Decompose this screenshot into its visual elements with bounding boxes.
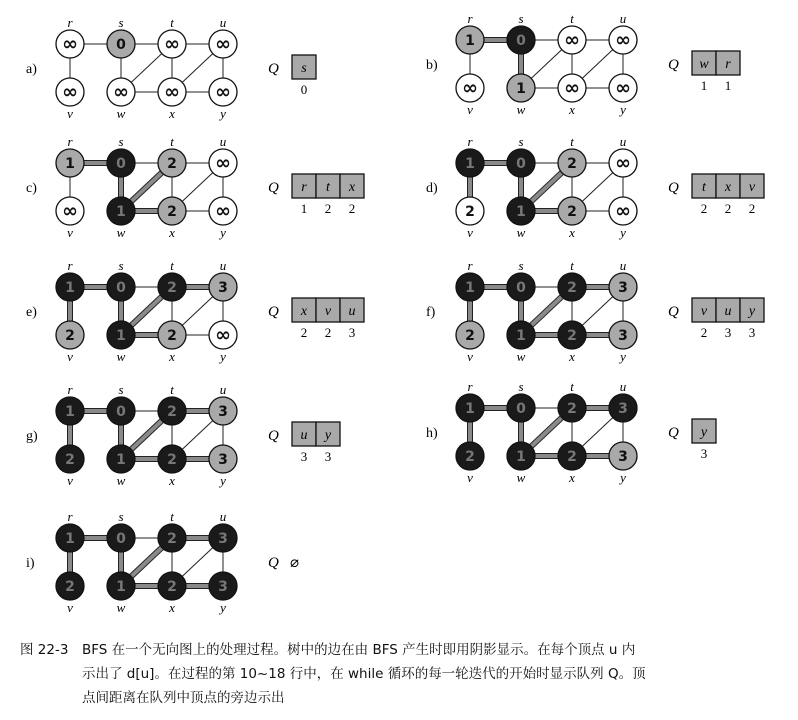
queue-cell-0-distance: 2	[700, 201, 708, 216]
vertex-v-distance: 2	[465, 204, 475, 220]
vertex-u-label: u	[219, 382, 227, 397]
queue-label: Q	[268, 180, 279, 196]
vertex-w-distance: 1	[516, 328, 526, 344]
queue-cell-1-distance: 3	[724, 325, 732, 340]
vertex-u-distance: 3	[218, 404, 228, 420]
queue-cell-2-distance: 2	[748, 201, 756, 216]
vertex-v-label: v	[467, 225, 473, 240]
vertex-r-distance: ∞	[62, 33, 78, 55]
vertex-s-distance: 0	[116, 156, 126, 172]
vertex-t-label: t	[570, 134, 574, 149]
vertex-s-distance: 0	[516, 156, 526, 172]
vertex-s-distance: 0	[516, 33, 526, 49]
vertex-v-label: v	[67, 349, 73, 364]
vertex-w-distance: 1	[516, 81, 526, 97]
vertex-v-label: v	[67, 225, 73, 240]
bfs-panel-c	[26, 134, 364, 240]
queue-cell-2-vertex: y	[748, 304, 756, 319]
vertex-r-label: r	[67, 258, 73, 273]
vertex-v-distance: 2	[65, 579, 75, 595]
queue-cell-0-distance: 1	[700, 78, 708, 93]
vertex-r-label: r	[67, 382, 73, 397]
vertex-w-label: w	[116, 349, 126, 364]
vertex-r-label: r	[467, 11, 473, 26]
vertex-w-label: w	[116, 600, 126, 615]
queue-cell-0-distance: 2	[300, 325, 308, 340]
queue-label: Q	[668, 304, 679, 320]
caption-line-2: 示出了 d[u]。在过程的第 10~18 行中，在 while 循环的每一轮迭代的开始时显示队列 Q。顶	[82, 666, 646, 682]
vertex-u-distance: ∞	[215, 152, 231, 174]
vertex-r-distance: 1	[65, 156, 75, 172]
queue-label: Q	[268, 61, 279, 77]
vertex-s-label: s	[118, 258, 124, 273]
vertex-t-distance: 2	[167, 280, 177, 296]
bfs-panel-e	[26, 258, 364, 364]
vertex-x-label: x	[169, 225, 175, 240]
vertex-u-label: u	[219, 509, 227, 524]
queue-cell-1-distance: 3	[324, 449, 332, 464]
vertex-s-distance: 0	[516, 401, 526, 417]
vertex-u-label: u	[619, 379, 627, 394]
bfs-panel-b	[426, 11, 740, 117]
queue-cell-0-vertex: s	[301, 61, 307, 76]
vertex-y-distance: 3	[618, 328, 628, 344]
vertex-x-distance: 2	[567, 328, 577, 344]
panel-label: b)	[426, 58, 438, 73]
queue-label: Q	[268, 555, 279, 571]
queue-label: Q	[268, 428, 279, 444]
queue-cell-1-vertex: y	[324, 428, 332, 443]
vertex-r-label: r	[67, 509, 73, 524]
vertex-u-label: u	[619, 11, 627, 26]
vertex-s-distance: 0	[516, 280, 526, 296]
vertex-w-label: w	[516, 102, 526, 117]
vertex-r-distance: 1	[465, 33, 475, 49]
queue-cell-1-vertex: x	[724, 180, 732, 195]
caption-line-3: 点间距离在队列中顶点的旁边示出	[82, 690, 285, 706]
queue-cell-0-vertex: u	[300, 428, 308, 443]
vertex-x-label: x	[569, 349, 575, 364]
panel-label: e)	[26, 305, 37, 320]
vertex-y-distance: 3	[218, 579, 228, 595]
vertex-r-distance: 1	[465, 280, 475, 296]
vertex-x-distance: 2	[567, 204, 577, 220]
vertex-y-label: y	[220, 600, 226, 615]
queue-label: Q	[668, 425, 679, 441]
queue-cell-2-vertex: u	[348, 304, 356, 319]
panel-label: i)	[26, 556, 35, 571]
queue-cell-0-distance: 2	[700, 325, 708, 340]
vertex-u-label: u	[219, 15, 227, 30]
vertex-r-distance: 1	[65, 280, 75, 296]
vertex-t-distance: 2	[567, 280, 577, 296]
queue-cell-2-distance: 3	[748, 325, 756, 340]
queue-cell-1-vertex: u	[724, 304, 732, 319]
vertex-y-distance: ∞	[215, 200, 231, 222]
vertex-r-label: r	[467, 258, 473, 273]
queue-cell-0-distance: 1	[300, 201, 308, 216]
vertex-v-label: v	[467, 349, 473, 364]
vertex-x-label: x	[169, 600, 175, 615]
vertex-y-distance: ∞	[615, 200, 631, 222]
queue-cell-2-distance: 2	[348, 201, 356, 216]
vertex-w-distance: 1	[116, 452, 126, 468]
vertex-t-distance: 2	[167, 531, 177, 547]
queue-cell-0-vertex: t	[702, 180, 706, 195]
vertex-x-distance: 2	[167, 452, 177, 468]
queue-cell-0-vertex: y	[700, 425, 708, 440]
vertex-w-label: w	[116, 473, 126, 488]
queue-label: Q	[668, 180, 679, 196]
panel-label: d)	[426, 181, 438, 196]
vertex-u-label: u	[619, 258, 627, 273]
bfs-panel-g	[26, 382, 340, 488]
vertex-w-label: w	[516, 470, 526, 485]
vertex-u-distance: 3	[618, 280, 628, 296]
vertex-s-distance: 0	[116, 37, 126, 53]
vertex-w-distance: 1	[516, 449, 526, 465]
queue-cell-1-distance: 2	[324, 325, 332, 340]
queue-cell-1-distance: 2	[724, 201, 732, 216]
vertex-w-distance: 1	[116, 328, 126, 344]
queue-label: Q	[268, 304, 279, 320]
vertex-t-label: t	[570, 379, 574, 394]
vertex-y-label: y	[620, 349, 626, 364]
vertex-v-distance: ∞	[62, 81, 78, 103]
vertex-x-distance: 2	[167, 204, 177, 220]
vertex-t-label: t	[170, 258, 174, 273]
vertex-u-distance: 3	[618, 401, 628, 417]
vertex-s-label: s	[118, 15, 124, 30]
vertex-x-distance: ∞	[164, 81, 180, 103]
vertex-s-label: s	[518, 379, 524, 394]
queue-cell-2-vertex: v	[748, 180, 756, 195]
vertex-s-label: s	[118, 509, 124, 524]
vertex-r-distance: 1	[465, 401, 475, 417]
vertex-t-label: t	[570, 258, 574, 273]
panel-label: c)	[26, 181, 37, 196]
queue-cell-2-vertex: x	[348, 180, 356, 195]
vertex-y-distance: 3	[618, 449, 628, 465]
vertex-v-distance: 2	[65, 328, 75, 344]
vertex-x-distance: ∞	[564, 77, 580, 99]
vertex-u-distance: 3	[218, 280, 228, 296]
queue-cell-1-vertex: v	[324, 304, 332, 319]
vertex-y-label: y	[220, 349, 226, 364]
vertex-y-label: y	[220, 106, 226, 121]
vertex-v-distance: 2	[465, 449, 475, 465]
panel-label: f)	[426, 305, 436, 320]
vertex-u-distance: ∞	[215, 33, 231, 55]
vertex-x-label: x	[169, 349, 175, 364]
vertex-w-distance: ∞	[113, 81, 129, 103]
vertex-y-label: y	[220, 225, 226, 240]
vertex-t-distance: ∞	[164, 33, 180, 55]
bfs-panel-f	[426, 258, 764, 364]
vertex-u-label: u	[619, 134, 627, 149]
vertex-s-distance: 0	[116, 531, 126, 547]
queue-label: Q	[668, 57, 679, 73]
vertex-x-label: x	[569, 225, 575, 240]
vertex-v-distance: ∞	[462, 77, 478, 99]
vertex-u-label: u	[219, 258, 227, 273]
vertex-x-label: x	[169, 106, 175, 121]
vertex-v-label: v	[67, 106, 73, 121]
vertex-t-distance: 2	[167, 404, 177, 420]
vertex-s-label: s	[118, 382, 124, 397]
vertex-t-label: t	[170, 134, 174, 149]
queue-cell-0-vertex: w	[699, 57, 709, 72]
vertex-w-label: w	[116, 225, 126, 240]
vertex-r-label: r	[67, 134, 73, 149]
vertex-y-distance: ∞	[615, 77, 631, 99]
queue-cell-0-distance: 3	[700, 446, 708, 461]
vertex-r-label: r	[67, 15, 73, 30]
vertex-u-label: u	[219, 134, 227, 149]
vertex-x-distance: 2	[167, 328, 177, 344]
vertex-t-label: t	[570, 11, 574, 26]
vertex-v-label: v	[467, 102, 473, 117]
vertex-s-distance: 0	[116, 404, 126, 420]
vertex-r-label: r	[467, 379, 473, 394]
vertex-t-label: t	[170, 382, 174, 397]
bfs-panel-d	[426, 134, 764, 240]
vertex-u-distance: ∞	[615, 29, 631, 51]
vertex-w-distance: 1	[116, 579, 126, 595]
queue-cell-0-distance: 3	[300, 449, 308, 464]
queue-cell-0-vertex: v	[700, 304, 708, 319]
vertex-s-label: s	[518, 134, 524, 149]
vertex-w-label: w	[516, 349, 526, 364]
vertex-r-distance: 1	[65, 404, 75, 420]
vertex-v-distance: 2	[465, 328, 475, 344]
vertex-t-distance: 2	[567, 156, 577, 172]
vertex-v-label: v	[67, 600, 73, 615]
vertex-x-label: x	[569, 470, 575, 485]
vertex-r-label: r	[467, 134, 473, 149]
queue-cell-0-distance: 0	[300, 82, 308, 97]
vertex-y-label: y	[620, 225, 626, 240]
caption-line-1: BFS 在一个无向图上的处理过程。树中的边在由 BFS 产生时即用阴影显示。在每个顶点 u 内	[82, 642, 636, 658]
vertex-u-distance: ∞	[615, 152, 631, 174]
vertex-w-label: w	[116, 106, 126, 121]
bfs-panel-a	[26, 15, 316, 121]
vertex-v-distance: 2	[65, 452, 75, 468]
queue-cell-0-vertex: r	[301, 180, 307, 195]
vertex-t-distance: 2	[167, 156, 177, 172]
vertex-v-distance: ∞	[62, 200, 78, 222]
vertex-t-distance: ∞	[564, 29, 580, 51]
vertex-t-label: t	[170, 15, 174, 30]
vertex-x-distance: 2	[567, 449, 577, 465]
vertex-s-label: s	[118, 134, 124, 149]
vertex-r-distance: 1	[465, 156, 475, 172]
vertex-x-label: x	[169, 473, 175, 488]
queue-cell-0-vertex: x	[300, 304, 308, 319]
vertex-v-label: v	[67, 473, 73, 488]
bfs-panel-h	[426, 379, 716, 485]
queue-cell-1-vertex: t	[326, 180, 330, 195]
bfs-panel-i	[26, 509, 299, 615]
vertex-y-label: y	[620, 102, 626, 117]
vertex-y-distance: ∞	[215, 81, 231, 103]
vertex-w-distance: 1	[516, 204, 526, 220]
queue-cell-1-vertex: r	[725, 57, 731, 72]
panel-label: h)	[426, 426, 438, 441]
vertex-r-distance: 1	[65, 531, 75, 547]
vertex-y-distance: ∞	[215, 324, 231, 346]
vertex-s-distance: 0	[116, 280, 126, 296]
vertex-y-label: y	[620, 470, 626, 485]
vertex-w-distance: 1	[116, 204, 126, 220]
queue-cell-1-distance: 1	[724, 78, 732, 93]
vertex-u-distance: 3	[218, 531, 228, 547]
vertex-v-label: v	[467, 470, 473, 485]
vertex-s-label: s	[518, 258, 524, 273]
vertex-s-label: s	[518, 11, 524, 26]
vertex-t-label: t	[170, 509, 174, 524]
panel-label: g)	[26, 429, 38, 444]
figure-number: 图 22-3	[20, 642, 69, 658]
vertex-t-distance: 2	[567, 401, 577, 417]
queue-empty-symbol: ⌀	[290, 553, 300, 571]
vertex-x-label: x	[569, 102, 575, 117]
queue-cell-2-distance: 3	[348, 325, 356, 340]
queue-cell-1-distance: 2	[324, 201, 332, 216]
vertex-x-distance: 2	[167, 579, 177, 595]
panel-label: a)	[26, 62, 37, 77]
vertex-y-distance: 3	[218, 452, 228, 468]
vertex-w-label: w	[516, 225, 526, 240]
vertex-y-label: y	[220, 473, 226, 488]
